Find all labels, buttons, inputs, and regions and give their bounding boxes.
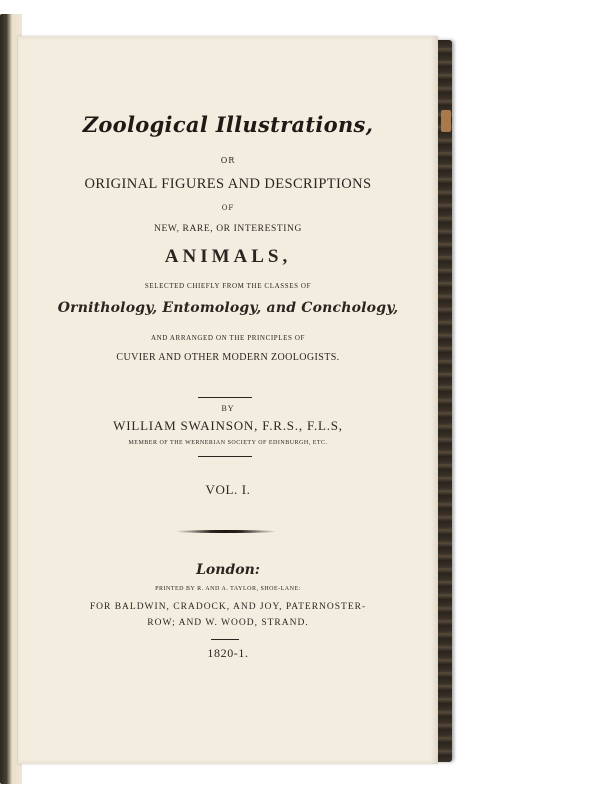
or-connector: OR [220, 156, 236, 165]
book-title: Zoological Illustrations, [82, 112, 374, 137]
volume-label: VOL. I. [205, 482, 251, 497]
animals-heading: ANIMALS, [164, 246, 292, 267]
selected-line: SELECTED CHIEFLY FROM THE CLASSES OF [144, 282, 312, 290]
spine-label-patch [441, 110, 451, 132]
title-page [18, 36, 438, 764]
subtitle: ORIGINAL FIGURES AND DESCRIPTIONS [84, 176, 372, 192]
arranged-line: AND ARRANGED ON THE PRINCIPLES OF [150, 334, 306, 342]
book-spine [436, 40, 452, 762]
author-membership: MEMBER OF THE WERNERIAN SOCIETY OF EDINBURGH, ETC. [128, 440, 328, 446]
publisher-line-2: ROW; AND W. WOOD, STRAND. [147, 618, 309, 628]
rule-divider-bottom [198, 456, 252, 457]
classes-line: Ornithology, Entomology, and Conchology, [57, 300, 399, 316]
publisher-line-1: FOR BALDWIN, CRADOCK, AND JOY, PATERNOSTER- [89, 602, 367, 612]
cuvier-line: CUVIER AND OTHER MODERN ZOOLOGISTS. [116, 352, 340, 363]
imprint-city: London: [196, 562, 260, 578]
of-connector: OF [221, 204, 235, 212]
printer-line: PRINTED BY R. AND A. TAYLOR, SHOE-LANE: [155, 586, 301, 592]
rule-divider-top [198, 397, 252, 398]
ornamental-rule [175, 530, 277, 533]
new-rare-line: NEW, RARE, OR INTERESTING [154, 224, 302, 234]
publication-year: 1820-1. [207, 646, 249, 660]
rule-divider-year [211, 639, 239, 640]
by-line: BY [221, 404, 235, 413]
author-name: WILLIAM SWAINSON, F.R.S., F.L.S, [113, 418, 343, 433]
